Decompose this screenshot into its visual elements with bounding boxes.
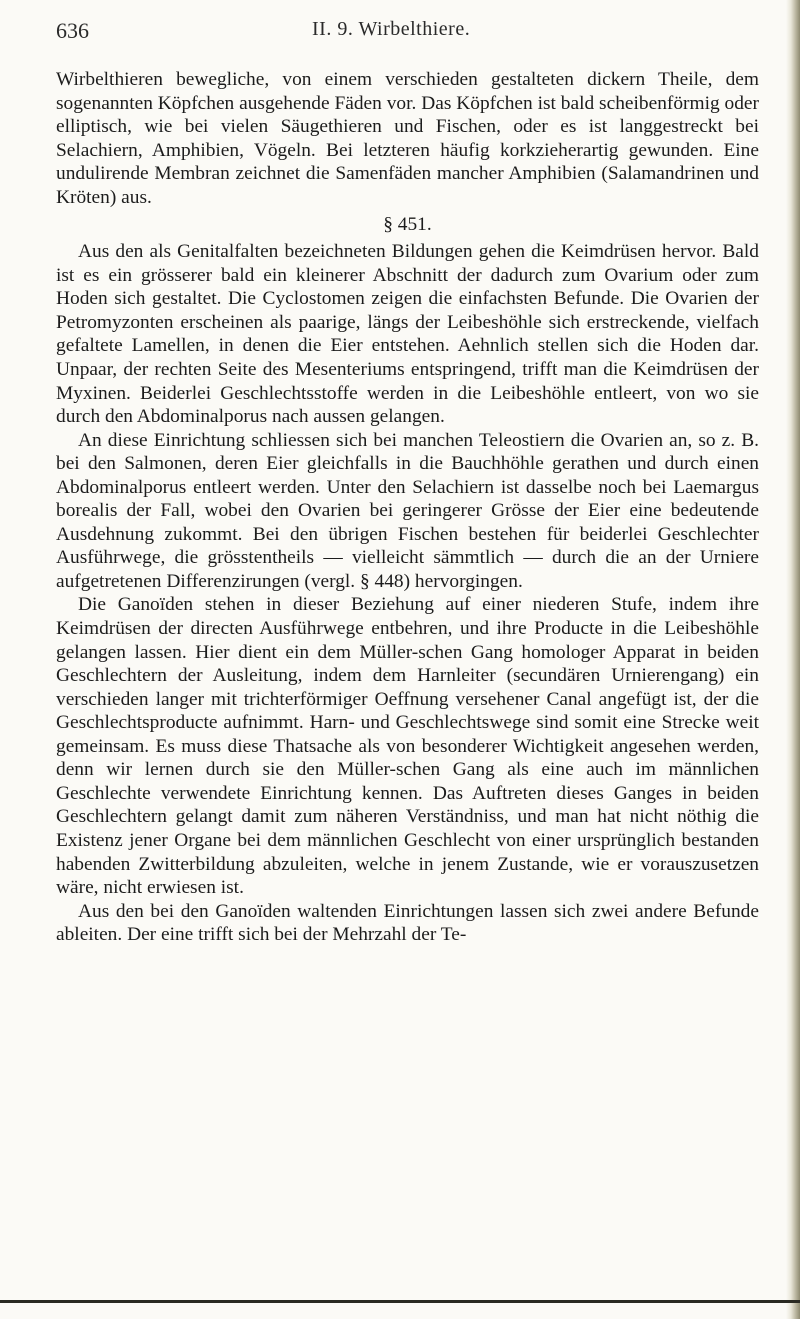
section-heading: § 451. xyxy=(383,214,432,236)
bottom-rule xyxy=(0,1300,800,1303)
page-number: 636 xyxy=(56,18,89,43)
running-head: II. 9. Wirbelthiere. xyxy=(312,18,471,40)
paragraph: Aus den als Genitalfalten bezeichneten Bildungen gehen die Keimdrüsen hervor. Bald ist es ein grösserer bald ein kleinerer Abschnitt der dadurch zum Ovarium oder zum Hoden sich gestaltet. Die Cyclostomen zeigen die einfachsten Befunde. Die Ovarien der Petromyzonten erscheinen als paarige, längs der Leibeshöhle sich erstreckende, vielfach gefaltete Lamellen, in denen die Eier entstehen. Aehnlich stellen sich die Hoden dar. Unpaar, der rechten Seite des Mesenteriums entspringend, trifft man die Keimdrüsen der Myxinen. Beiderlei Geschlechtsstoffe werden in die Leibeshöhle entleert, von wo sie durch den Abdominalporus nach aussen gelangen. xyxy=(56,241,759,428)
body-text xyxy=(56,68,759,947)
page-header xyxy=(56,18,756,48)
paragraph-continued: Wirbelthieren bewegliche, von einem verschieden gestalteten dickern Theile, dem sogenannten Köpfchen ausgehende Fäden vor. Das Köpfchen ist bald scheibenförmig oder elliptisch, wie bei vielen Säugethieren und Fischen, oder es ist langgestreckt bei Selachiern, Amphibien, Vögeln. Bei letzteren häufig korkzieherartig gewunden. Eine undulirende Membran zeichnet die Samenfäden mancher Amphibien (Salamandrinen und Kröten) aus. xyxy=(56,69,759,208)
paragraph: Die Ganoïden stehen in dieser Beziehung auf einer niederen Stufe, indem ihre Keimdrüsen der directen Ausführwege entbehren, und ihre Producte in die Leibeshöhle gelangen lassen. Hier dient ein dem Müller-schen Gang homologer Apparat in beiden Geschlechtern der Ausleitung, indem dem Harnleiter (secundären Urnierengang) ein verschieden langer mit trichterförmiger Oeffnung versehener Canal angefügt ist, der die Geschlechtsproducte aufnimmt. Harn- und Geschlechtswege sind somit eine Strecke weit gemeinsam. Es muss diese Thatsache als von besonderer Wichtigkeit angesehen werden, denn wir lernen durch sie den Müller-schen Gang als eine auch im männlichen Geschlechte verwendete Einrichtung kennen. Das Auftreten dieses Ganges in beiden Geschlechtern gelangt damit zum näheren Verständniss, und man hat nicht nöthig die Existenz jener Organe bei dem männlichen Geschlecht von einer ursprünglich bestanden habenden Zwitterbildung abzuleiten, welche in jenem Zustande, wie er vorauszusetzen wäre, nicht erwiesen ist. xyxy=(56,594,759,899)
page-edge-shadow xyxy=(786,0,800,1319)
paragraph: Aus den bei den Ganoïden waltenden Einrichtungen lassen sich zwei andere Befunde ableiten. Der eine trifft sich bei der Mehrzahl der Te- xyxy=(56,900,759,946)
paragraph: An diese Einrichtung schliessen sich bei manchen Teleostiern die Ovarien an, so z. B. bei den Salmonen, deren Eier gleichfalls in die Bauchhöhle gerathen und durch einen Abdominalporus entleert werden. Unter den Selachiern ist dasselbe noch bei Laemargus borealis der Fall, wobei den Ovarien bei geringerer Grösse der Eier eine bedeutende Ausdehnung zukommt. Bei den übrigen Fischen bestehen für beiderlei Geschlechter Ausführwege, die grösstentheils — vielleicht sämmtlich — durch die an der Urniere aufgetretenen Differenzirungen (vergl. § 448) hervorgingen. xyxy=(56,429,759,592)
